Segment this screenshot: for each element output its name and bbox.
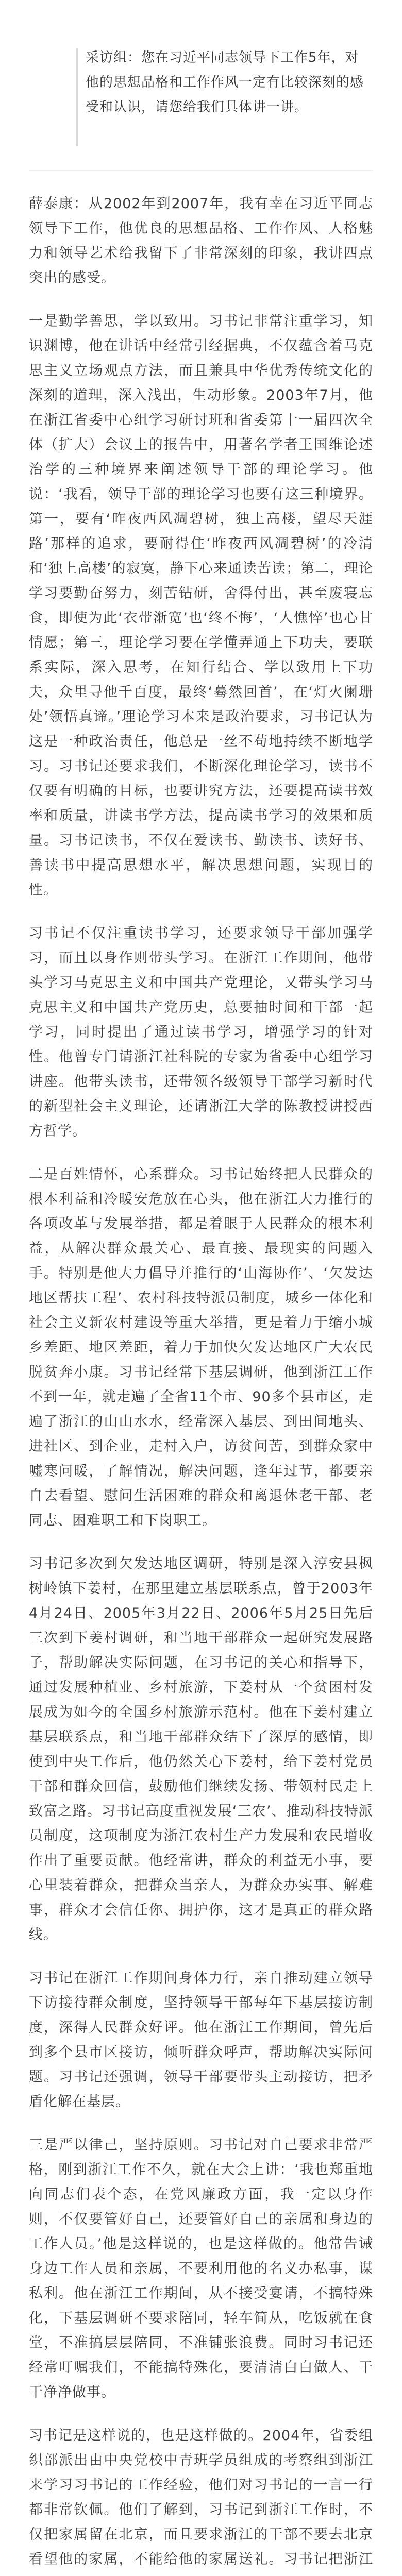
answer-paragraph-2: 一是勤学善思，学以致用。习书记非常注重学习，知识渊博，他在讲话中经常引经据典，不仅蕴含着马克思主义立场观点方法，而且兼具中华优秀传统文化的深刻的道理，深入浅出，生动形象。2003年7月，他在浙江省委中心组学习研讨班和省委第十一届四次全体（扩大）会议上的报告中，用著名学者王国维论述治学的三种境界来阐述领导干部的理论学习。他说：‘我看，领导干部的理论学习也要有这三种境界。第一，要有‘昨夜西风凋碧树，独上高楼，望尽天涯路’那样的追求，要耐得住‘昨夜西风凋碧树’的冷清和‘独上高楼’的寂寞，静下心来通读苦读；第二，理论学习要勤奋努力，刻苦钻研，舍得付出，甚至废寝忘食，即使为此‘衣带渐宽’也‘终不悔’，‘人憔悴’也心甘情愿；第三，理论学习要在学懂弄通上下功夫，要联系实际，深入思考，在知行结合、学以致用上下功夫，众里寻他千百度，最终‘蓦然回首’，在‘灯火阑珊处’领悟真谛。’理论学习本来是政治要求，习书记认为这是一种政治责任，他总是一丝不苟地持续不断地学习。习书记还要求我们，不断深化理论学习，读书不仅要有明确的目标，也要讲究方法，还要提高读书效率和质量，讲读书学方法，提高读书学习的效果和质量。习书记读书，不仅在爱读书、勤读书、读好书、善读书中提高思想水平，解决思想问题，实现目的性。 bbox=[29, 313, 373, 898]
question-text bbox=[86, 45, 368, 120]
section-divider bbox=[29, 170, 373, 171]
answer-paragraph-1 bbox=[29, 192, 373, 291]
question-asker: 采访组： bbox=[86, 50, 142, 65]
answer-paragraph-7: 三是严以律己，坚持原则。习书记对自己要求非常严格，刚到浙江工作不久，就在大会上讲：‘我也郑重地向同志们表个态，在党风廉政方面，我一定以身作则，不仅要管好自己，还要管好自己的亲属和身边的工作人员。’他是这样说的，也是这样做的。他常告诫身边工作人员和亲属，不要利用他的名义办私事，谋私利。他在浙江工作期间，从不接受宴请，不搞特殊化，下基层调研不要求陪同，轻车简从，吃饭就在食堂，不准搞层层陪同，不准铺张浪费。同时习书记还经常叮嘱我们，不能搞特殊化，要清清白白做人、干干净净做事。 bbox=[29, 2137, 373, 2400]
answer-paragraph-8: 习书记是这样说的，也是这样做的。2004年，省委组织部派出由中央党校中青班学员组成的考察组到浙江来学习习书记的工作经验，他们对习书记的一言一行都非常钦佩。他们了解到，习书记到浙江工作时，不仅把家属留在北京，而且要求浙江的干部不要去北京看望他的家属，不能给他的家属送礼。习书记把浙江 bbox=[29, 2428, 373, 2567]
answer-paragraph-4: 二是百姓情怀，心系群众。习书记始终把人民群众的根本利益和冷暖安危放在心头，他在浙江大力推行的各项改革与发展举措，都是着眼于人民群众的根本利益，从解决群众最关心、最直接、最现实的问题入手。特别是他大力倡导并推行的‘山海协作’、‘欠发达地区帮扶工程’、农村科技特派员制度，城乡一体化和社会主义新农村建设等重大举措，更是着力于缩小城乡差距、地区差距，着力于加快欠发达地区广大农民脱贫奔小康。习书记经常下基层调研，他到浙江工作不到一年，就走遍了全省11个市、90多个县市区，走遍了浙江的山山水水，经常深入基层、到田间地头、进社区、到企业，走村入户，访贫问苦，到群众家中嘘寒问暖，了解情况，解决问题，逢年过节，都要亲自去看望、慰问生活困难的群众和离退休老干部、老同志、困难职工和下岗职工。 bbox=[29, 1166, 373, 1529]
answer-paragraph-5: 习书记多次到欠发达地区调研，特别是深入淳安县枫树岭镇下姜村，在那里建立基层联系点，曾于2003年4月24日、2005年3月22日、2006年5月25日先后三次到下姜村调研，和当地干部群众一起研究发展路子，帮助解决实际问题，在习书记的关心和指导下，通过发展种植业、乡村旅游，下姜村从一个贫困村发展成为如今的全国乡村旅游示范村。他在下姜村建立基层联系点，和当地干部群众结下了深厚的感情，即使到中央工作后，他仍然关心下姜村，给下姜村党员干部和群众回信，鼓励他们继续发扬、带领村民走上致富之路。习书记高度重视发展‘三农’、推动科技特派员制度，这项制度为浙江农村生产力发展和农民增收作出了重要贡献。他经常讲，群众的利益无小事，要心里装着群众，把群众当亲人，为群众办实事、解难事，群众才会信任你、拥护你，这才是真正的群众路线。 bbox=[29, 1556, 373, 1943]
question-body: 您在习近平同志领导下工作5年，对他的思想品格和工作作风一定有比较深刻的感受和认识，请您给我们具体讲一讲。 bbox=[86, 50, 364, 115]
answer-paragraph-3: 习书记不仅注重读书学习，还要求领导干部加强学习，而且以身作则带头学习。在浙江工作期间，他带头学习马克思主义和中国共产党理论，又带头学习马克思主义和中国共产党历史，总要抽时间和干部一起学习，同时提出了通过读书学习，增强学习的针对性。他曾专门请浙江社科院的专家为省委中心组学习讲座。他带头读书，还带领各级领导干部学习新时代的新型社会主义理论，还请浙江大学的陈教授讲授西方哲学。 bbox=[29, 925, 373, 1139]
answer-paragraph-6: 习书记在浙江工作期间身体力行，亲自推动建立领导下访接待群众制度，坚持领导干部每年下基层接访制度，深得人民群众好评。他在浙江工作期间，曾先后到多个县市区接访，倾听群众呼声，帮助解决实际问题。习书记还强调，领导干部要带头主动接访，把矛盾化解在基层。 bbox=[29, 1970, 373, 2110]
quote-bar bbox=[76, 48, 78, 146]
answer-paragraph-1-text: 从2002年到2007年，我有幸在习近平同志领导下工作，他优良的思想品格、工作作风、人格魅力和领导艺术给我留下了非常深刻的印象，我讲四点突出的感受。 bbox=[29, 196, 374, 286]
answer-speaker: 薛泰康： bbox=[29, 196, 89, 212]
interview-question-block bbox=[29, 36, 373, 159]
